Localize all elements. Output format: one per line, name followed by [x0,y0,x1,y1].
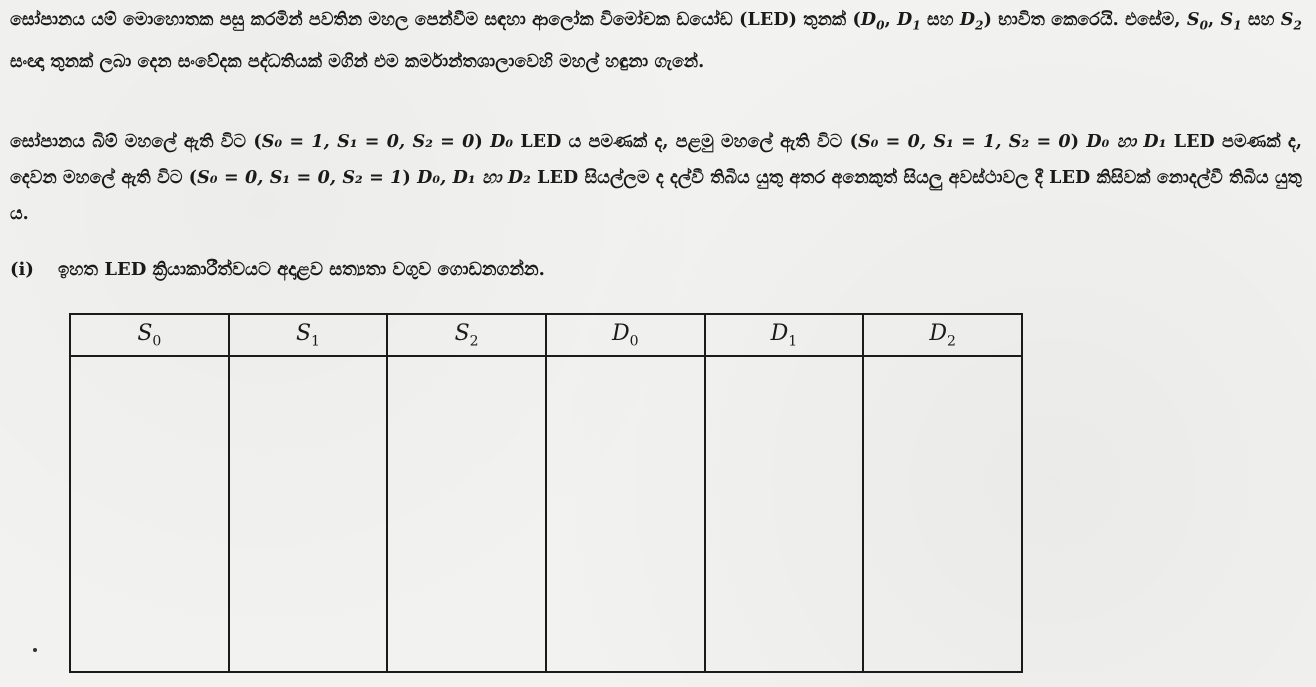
header-d1 [705,314,864,356]
var-d0: D [860,10,877,30]
cond-text-1: සෝපානය බිම් මහලේ ඇති විට ( [10,132,262,152]
cond-text-3: LED ය පමණක් ද, පළමු මහලේ ඇති විට ( [513,132,858,152]
ground-floor-condition: S₀ = 1, S₁ = 0, S₂ = 0 [261,132,475,152]
var-d1: D [897,10,913,30]
cond-text-5: LED පමණක් ද, දෙවන මහලේ ඇති විට ( [10,132,1303,188]
sep: , [1208,10,1221,30]
answer-cell-d0[interactable] [546,356,705,672]
question-i [10,255,545,285]
header-s1 [229,314,388,356]
answer-cell-d1[interactable] [705,356,864,672]
second-floor-leds: D₀, D₁ හා D₂ [417,168,531,188]
header-var: D [770,320,789,346]
truth-table-body-row [70,356,1022,672]
cond-text-4: ) [1070,132,1087,152]
var-s0-sub: 0 [1199,18,1209,33]
var-s1-sub: 1 [1233,18,1242,33]
ground-floor-leds: D₀ [490,132,514,152]
intro-paragraph [10,2,1302,80]
header-sub: 0 [629,333,639,350]
intro-text-3: ) භාවිත කෙරෙයි. එසේම, [983,10,1187,30]
var-s0: S [1186,10,1200,30]
header-var: S [295,320,312,346]
var-s2-sub: 2 [1293,18,1302,33]
var-s2: S [1280,10,1294,30]
question-text: ඉහත LED ක්‍රියාකාරීත්වයට අදාළව සත්‍යතා වගුව ගොඩනගන්න. [58,259,545,280]
header-sub: 1 [311,333,320,350]
answer-cell-s0[interactable] [70,356,229,672]
cond-text-6: ) [402,168,418,188]
answer-cell-d2[interactable] [863,356,1022,672]
var-d1-sub: 1 [912,18,921,33]
header-s0 [70,314,229,356]
intro-text-1: සෝපානය යම් මොහොතක පසු කරමින් පවතින මහල පෙන්වීම සඳහා ආලෝක විමෝචක ඩයෝඩ (LED) තුනක් ( [10,10,861,30]
header-s2 [387,314,546,356]
header-d0 [546,314,705,356]
truth-table-header-row [70,314,1022,356]
cond-text-2: ) [474,132,491,152]
var-d2: D [959,10,976,30]
intro-text-5: සංඥා තුනක් ලබා දෙන සංවේදක පද්ධතියක් මගින් එම කර්මාන්තශාලාවෙහි මහල් හඳුනා ගැනේ. [10,51,705,72]
answer-cell-s2[interactable] [387,356,546,672]
first-floor-leds: D₀ හා D₁ [1086,132,1167,152]
intro-text-2: සහ [920,10,960,30]
header-sub: 0 [152,333,162,350]
stray-mark [33,648,37,652]
first-floor-condition: S₀ = 0, S₁ = 1, S₂ = 0 [857,132,1071,152]
question-number: (i) [10,259,34,280]
header-var: D [611,320,630,346]
cond-text-7: LED සියල්ලම ද දල්වී තිබිය යුතු අතර අනෙකුත් සියලු අවස්ථාවල දී LED කිසිවක් නොදල්වී තිබිය යුතු ය. [10,168,1302,224]
header-sub: 2 [947,333,956,350]
var-d2-sub: 2 [975,18,984,33]
conditions-paragraph [10,124,1302,232]
intro-text-4: සහ [1241,10,1281,30]
answer-cell-s1[interactable] [229,356,388,672]
header-var: S [454,320,470,346]
second-floor-condition: S₀ = 0, S₁ = 0, S₂ = 1 [197,168,403,188]
var-s1: S [1220,10,1234,30]
truth-table [69,313,1023,673]
header-var: S [137,320,153,346]
header-sub: 1 [788,333,798,350]
sep: , [884,10,898,30]
header-var: D [929,320,947,346]
header-d2 [863,314,1022,356]
header-sub: 2 [469,333,479,350]
var-d0-sub: 0 [876,18,885,33]
